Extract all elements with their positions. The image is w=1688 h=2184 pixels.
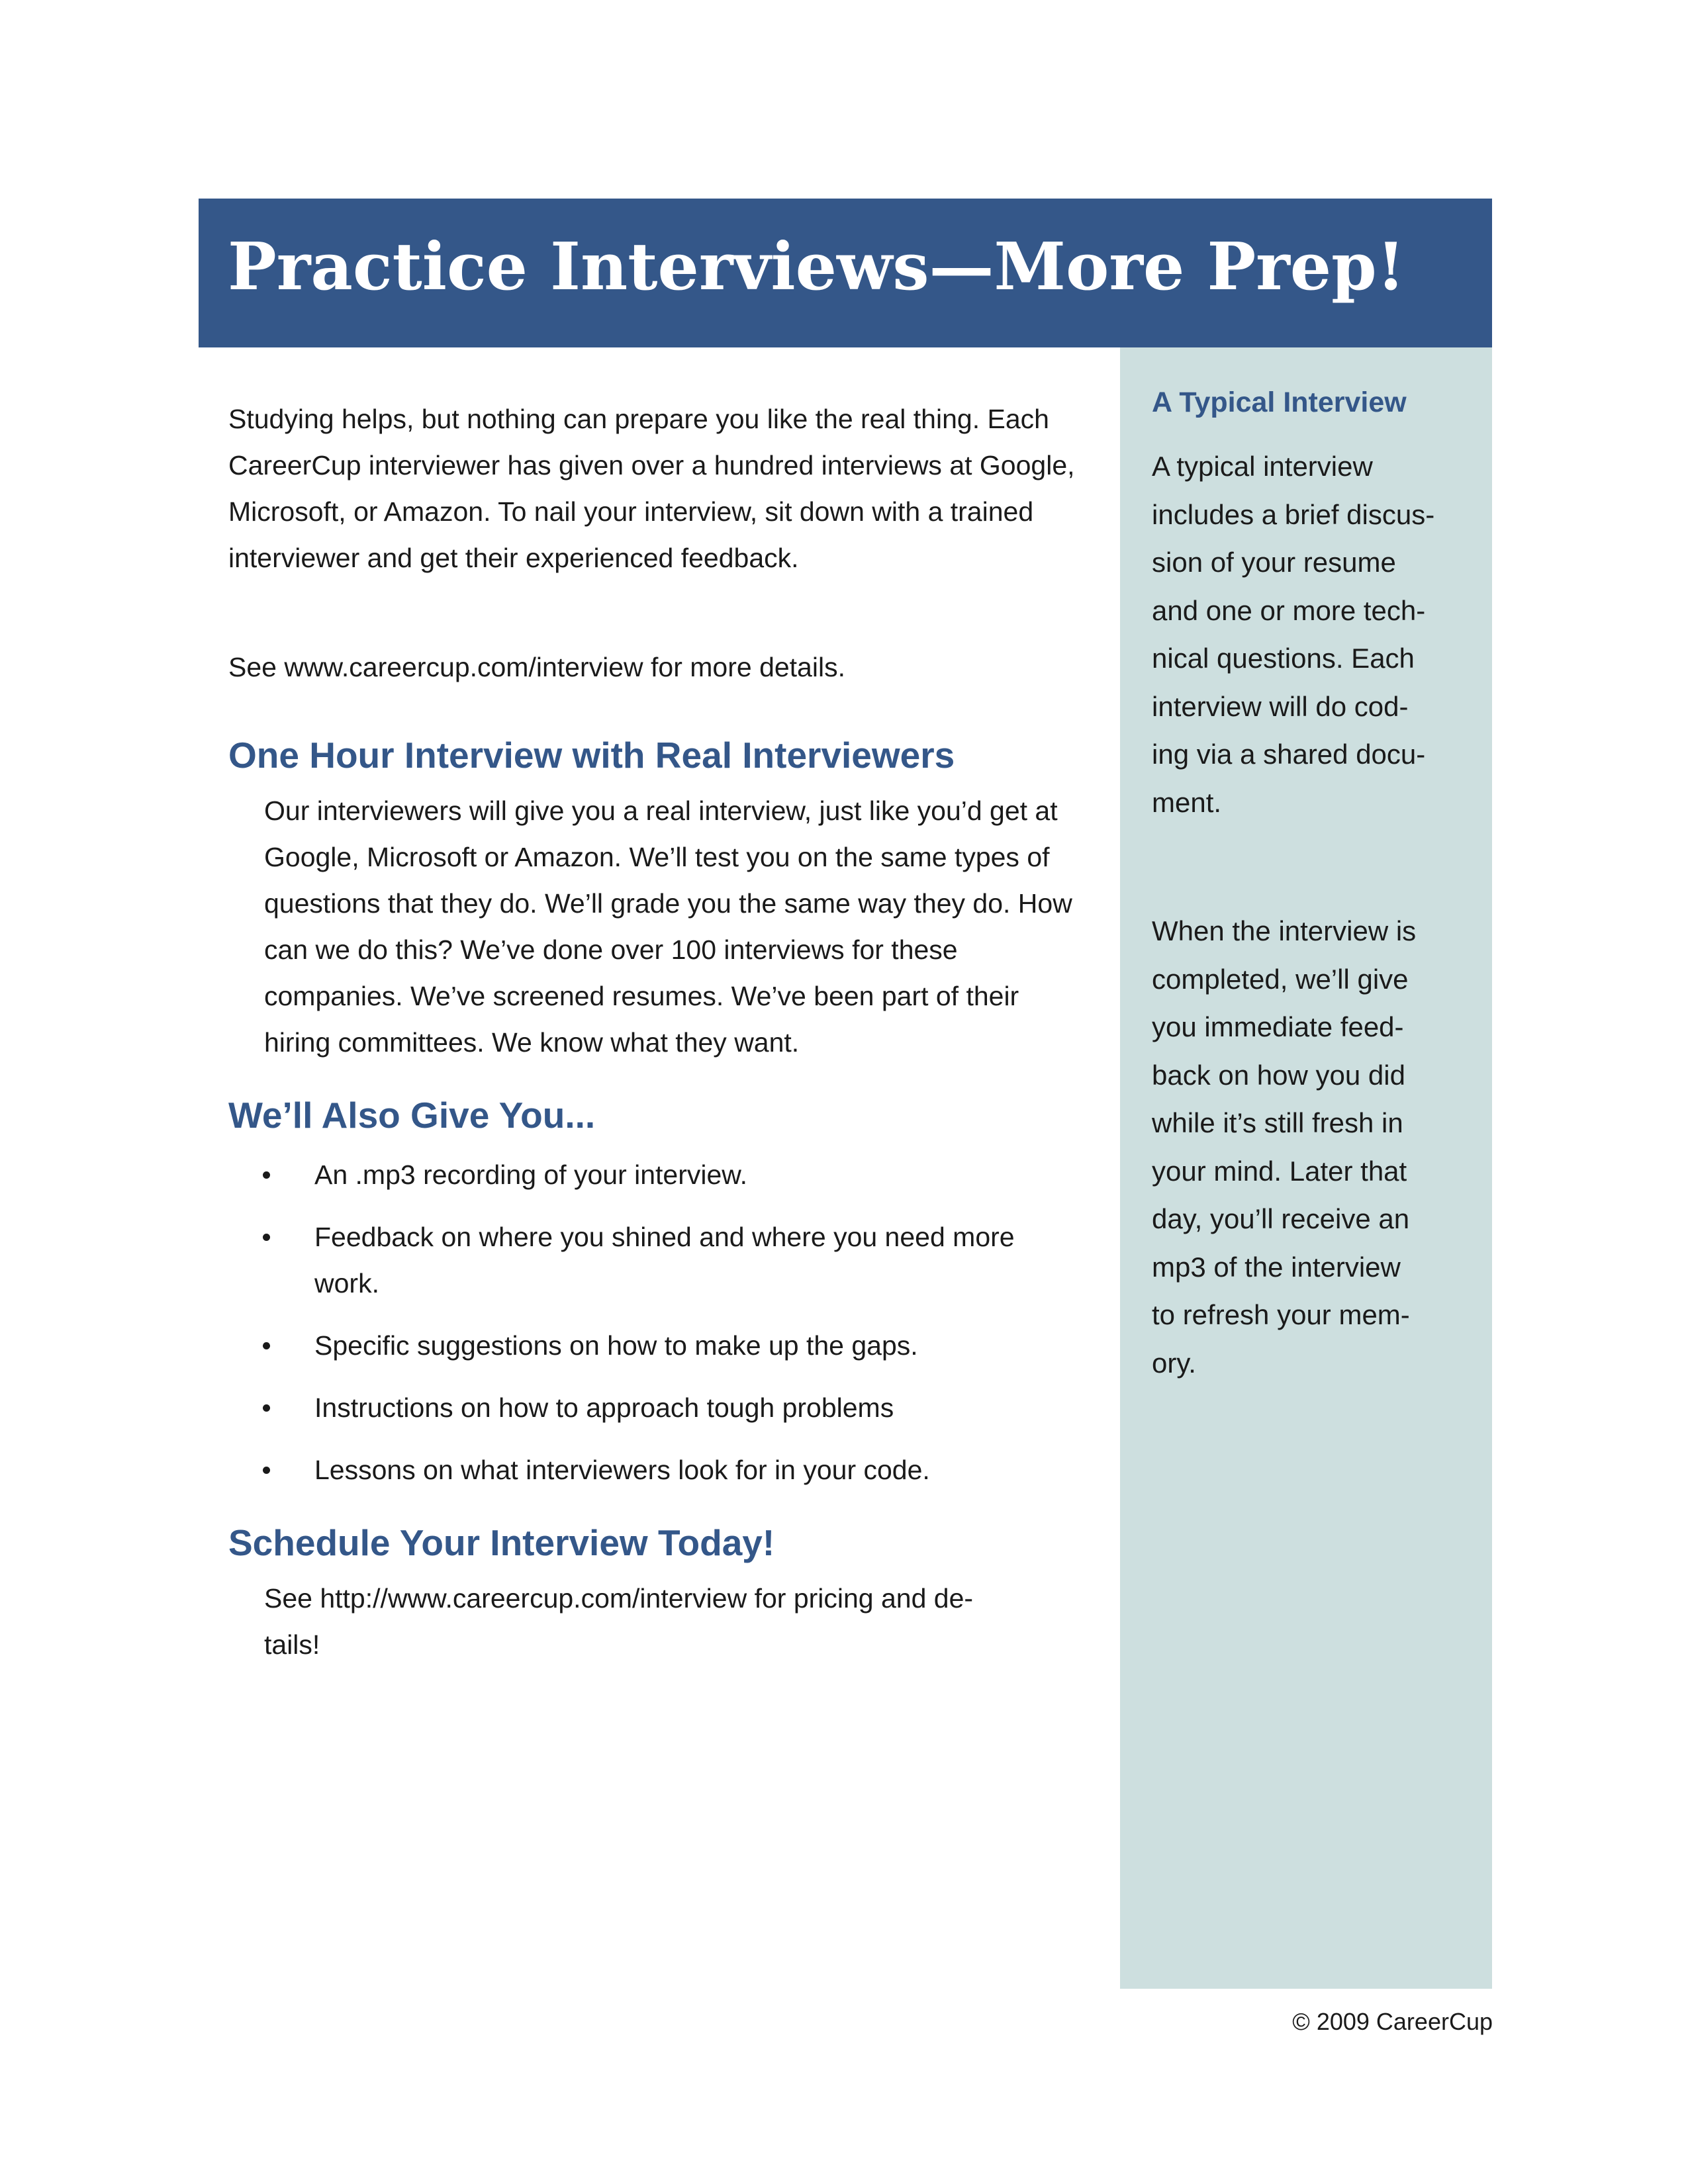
list-item-text: Lessons on what interviewers look for in your code. — [314, 1455, 930, 1485]
page-title: Practice Interviews—More Prep! — [228, 229, 1405, 305]
see-more-text: See www.careercup.com/interview for more details. — [228, 652, 845, 682]
list-item — [228, 1152, 1086, 1198]
schedule-body: See http://www.careercup.com/interview for pricing and de- tails! — [264, 1583, 974, 1660]
main-content — [228, 396, 1086, 1694]
section-heading-schedule: Schedule Your Interview Today! — [228, 1522, 775, 1563]
bullet-icon — [263, 1342, 270, 1349]
list-item — [228, 1322, 1086, 1369]
benefits-list — [228, 1152, 1086, 1493]
intro-paragraph: Studying helps, but nothing can prepare you like the real thing. Each CareerCup interviewer has given over a hundred interviews at Google, Microsoft, or Amazon. To nail your interview, sit down with a trained interviewer and get their experienced feedback. — [228, 404, 1075, 573]
list-item — [228, 1385, 1086, 1431]
title-banner — [199, 199, 1492, 347]
section-heading-also-give: We’ll Also Give You... — [228, 1095, 596, 1136]
copyright-footer: © 2009 CareerCup — [1292, 2008, 1493, 2035]
sidebar-paragraph-1: A typical interview includes a brief discus- sion of your resume and one or more tech- nical questions. Each interview will do cod- ing via a shared docu- ment. — [1152, 451, 1435, 818]
list-item-text: Feedback on where you shined and where you need more work. — [314, 1222, 1015, 1298]
one-hour-body: Our interviewers will give you a real interview, just like you’d get at Google, Microsoft or Amazon. We’ll test you on the same types of questions that they do. We’ll grade you the same way they do. How can we do this? We’ve done over 100 interviews for these companies. We’ve screened resumes. We’ve been part of their hiring committees. We know what they want. — [264, 796, 1072, 1058]
bullet-icon — [263, 1467, 270, 1474]
list-item-text: Specific suggestions on how to make up the gaps. — [314, 1330, 918, 1361]
list-item-text: Instructions on how to approach tough problems — [314, 1392, 894, 1423]
sidebar-paragraph-2: When the interview is completed, we’ll give you immediate feed- back on how you did while it’s still fresh in your mind. Later that day, you’ll receive an mp3 of the interview to refresh your mem- ory. — [1152, 915, 1417, 1379]
list-item — [228, 1447, 1086, 1493]
bullet-icon — [263, 1404, 270, 1412]
sidebar-heading: A Typical Interview — [1152, 387, 1407, 418]
list-item — [228, 1214, 1086, 1306]
list-item-text: An .mp3 recording of your interview. — [314, 1160, 748, 1190]
bullet-icon — [263, 1234, 270, 1241]
sidebar-panel — [1120, 347, 1492, 1989]
section-heading-one-hour: One Hour Interview with Real Interviewers — [228, 735, 955, 776]
bullet-icon — [263, 1171, 270, 1179]
